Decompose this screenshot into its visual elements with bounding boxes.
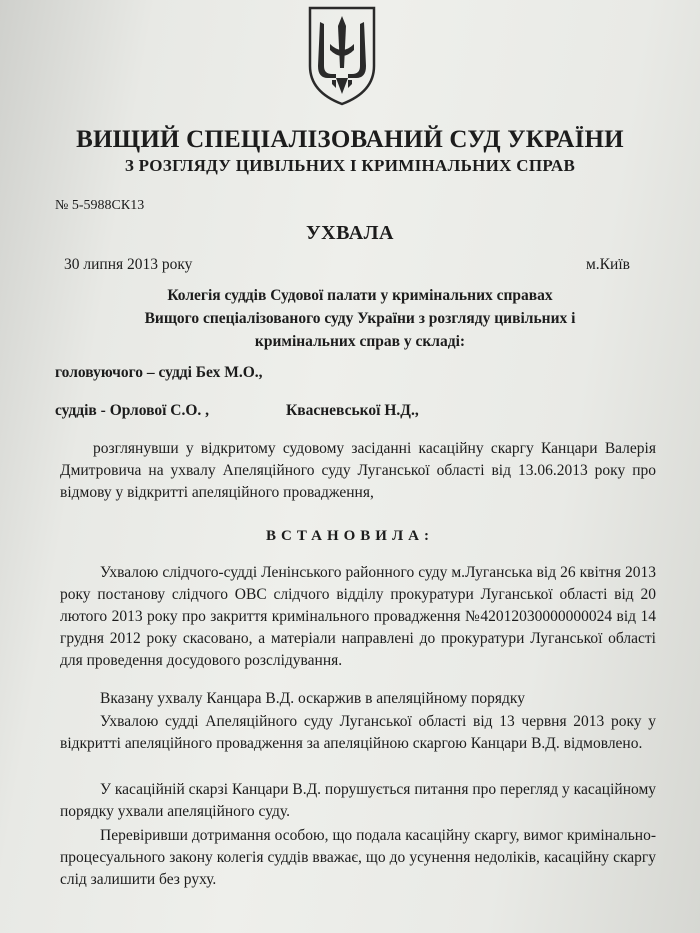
body-paragraph: Перевіривши дотримання особою, що подала касаційну скаргу, вимог кримінально-процесуального закону колегія суддів вважає, що до усунення недоліків, касаційну скаргу слід залишити без руху. (60, 827, 656, 888)
case-number: № 5-5988СК13 (55, 198, 145, 213)
college-composition (80, 284, 640, 353)
established-heading: ВСТАНОВИЛА: (266, 528, 434, 544)
trident-emblem-icon (306, 4, 378, 108)
judges-second: Квасневської Н.Д., (286, 402, 419, 419)
body-paragraph: Вказану ухвалу Канцара В.Д. оскаржив в апеляційному порядку (100, 690, 525, 707)
college-line: Колегія суддів Судової палати у кримінальних справах (167, 287, 553, 304)
document-city: м.Київ (586, 256, 630, 273)
document-type: УХВАЛА (306, 222, 394, 244)
court-name: ВИЩИЙ СПЕЦІАЛІЗОВАНИЙ СУД УКРАЇНИ (76, 126, 624, 153)
court-subtitle: З РОЗГЛЯДУ ЦИВІЛЬНИХ І КРИМІНАЛЬНИХ СПРАВ (124, 156, 576, 175)
document-date: 30 липня 2013 року (64, 256, 193, 273)
college-line: кримінальних справ у складі: (254, 333, 466, 350)
body-paragraph: Ухвалою судді Апеляційного суду Луганської області від 13 червня 2013 року у відкритті апеляційного провадження за апеляційною скаргою Канцари В.Д. відмовлено. (60, 713, 656, 752)
body-paragraph: У касаційній скарзі Канцари В.Д. порушується питання про перегляд у касаційному порядку ухвали апеляційного суду. (60, 781, 656, 820)
intro-paragraph: розглянувши у відкритому судовому засіданні касаційну скаргу Канцари Валерія Дмитровича на ухвалу Апеляційного суду Луганської області від 13.06.2013 року про відмову у відкритті апеляційного провадження, (60, 440, 656, 501)
college-line: Вищого спеціалізованого суду України з розгляду цивільних і (144, 310, 576, 327)
presiding-judge: головуючого – судді Бех М.О., (55, 364, 263, 381)
body-paragraph: Ухвалою слідчого-судді Ленінського районного суду м.Луганська від 26 квітня 2013 року постанову слідчого ОВС слідчого відділу прокуратури Луганської області від 20 лютого 2013 року про закриття кримінального провадження №42012030000000024 від 14 грудня 2012 року скасовано, а матеріали направлені до прокуратури Луганської області для проведення досудового розслідування. (60, 564, 656, 669)
judges-label: суддів - Орлової С.О. , (55, 402, 210, 419)
